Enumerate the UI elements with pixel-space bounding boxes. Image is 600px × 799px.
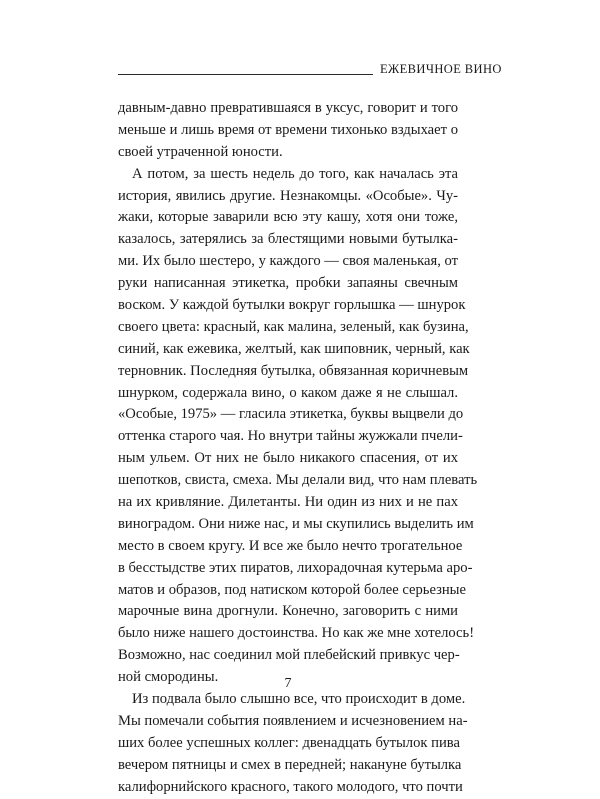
text-line: воском. У каждой бутылки вокруг горлышка — шнурок (118, 297, 466, 314)
text-line: шнурком, содержала вино, о каком даже я не слышал. (118, 384, 458, 401)
text-line: Мы помечали события появлением и исчезновением на- (118, 712, 468, 729)
text-line: на их кривляние. Дилетанты. Ни один из них и не пах (118, 494, 458, 511)
text-line: своей утраченной юности. (118, 143, 283, 160)
body-text (118, 98, 478, 799)
text-line: Из подвала было слышно все, что происходит в доме. (132, 691, 466, 708)
text-line: в бесстыдстве этих пиратов, лихорадочная кутерьма аро- (118, 559, 473, 576)
text-line: ми. Их было шестеро, у каждого — своя маленькая, от (118, 253, 458, 270)
text-line: виноградом. Они ниже нас, и мы скупились выделить им (118, 515, 474, 532)
text-line: терновник. Последняя бутылка, обвязанная коричневым (118, 362, 469, 379)
text-line: ным ульем. От них не было никакого спасения, от их (118, 450, 458, 467)
text-line: меньше и лишь время от времени тихонько вздыхает о (118, 121, 458, 138)
text-line: место в своем кругу. И все же было нечто трогательное (118, 537, 463, 554)
text-line: своего цвета: красный, как малина, зеленый, как бузина, (118, 318, 469, 335)
text-line: вечером пятницы и смех в передней; накануне бутылка (118, 756, 462, 773)
text-line: А потом, за шесть недель до того, как началась эта (132, 165, 458, 182)
text-line: матов и образов, под натиском которой более серьезные (118, 581, 466, 598)
text-line: Возможно, нас соединил мой плебейский привкус чер- (118, 647, 460, 664)
running-head-title: ЕЖЕВИЧНОЕ ВИНО (380, 62, 502, 76)
text-line: оттенка старого чая. Но внутри тайны жужжали пчели- (118, 428, 463, 445)
text-line: синий, как ежевика, желтый, как шиповник, черный, как (118, 340, 470, 357)
page-number: 7 (284, 676, 292, 691)
header-rule (118, 74, 373, 75)
text-line: руки написанная этикетка, пробки запаяны свечным (118, 275, 458, 292)
text-line: казалось, затерялись за блестящими новыми бутылка- (118, 231, 458, 248)
text-line: шепотков, свиста, смеха. Мы делали вид, что нам плевать (118, 472, 478, 489)
text-line: жаки, которые заварили всю эту кашу, хотя они тоже, (118, 209, 458, 226)
text-line: калифорнийского красного, такого молодого, что почти (118, 778, 463, 795)
text-line: «Особые, 1975» — гласила этикетка, буквы выцвели до (118, 406, 464, 423)
text-line: ной смородины. (118, 669, 219, 686)
text-line: ших более успешных коллег: двенадцать бутылок пива (118, 734, 460, 751)
text-line: было ниже нашего достоинства. Но как же мне хотелось! (118, 625, 475, 642)
text-line: история, явились другие. Незнакомцы. «Особые». Чу- (118, 187, 458, 204)
text-line: марочные вина дрогнули. Конечно, заговорить с ними (118, 603, 458, 620)
text-line: давным-давно превратившаяся в уксус, говорит и того (118, 100, 458, 116)
